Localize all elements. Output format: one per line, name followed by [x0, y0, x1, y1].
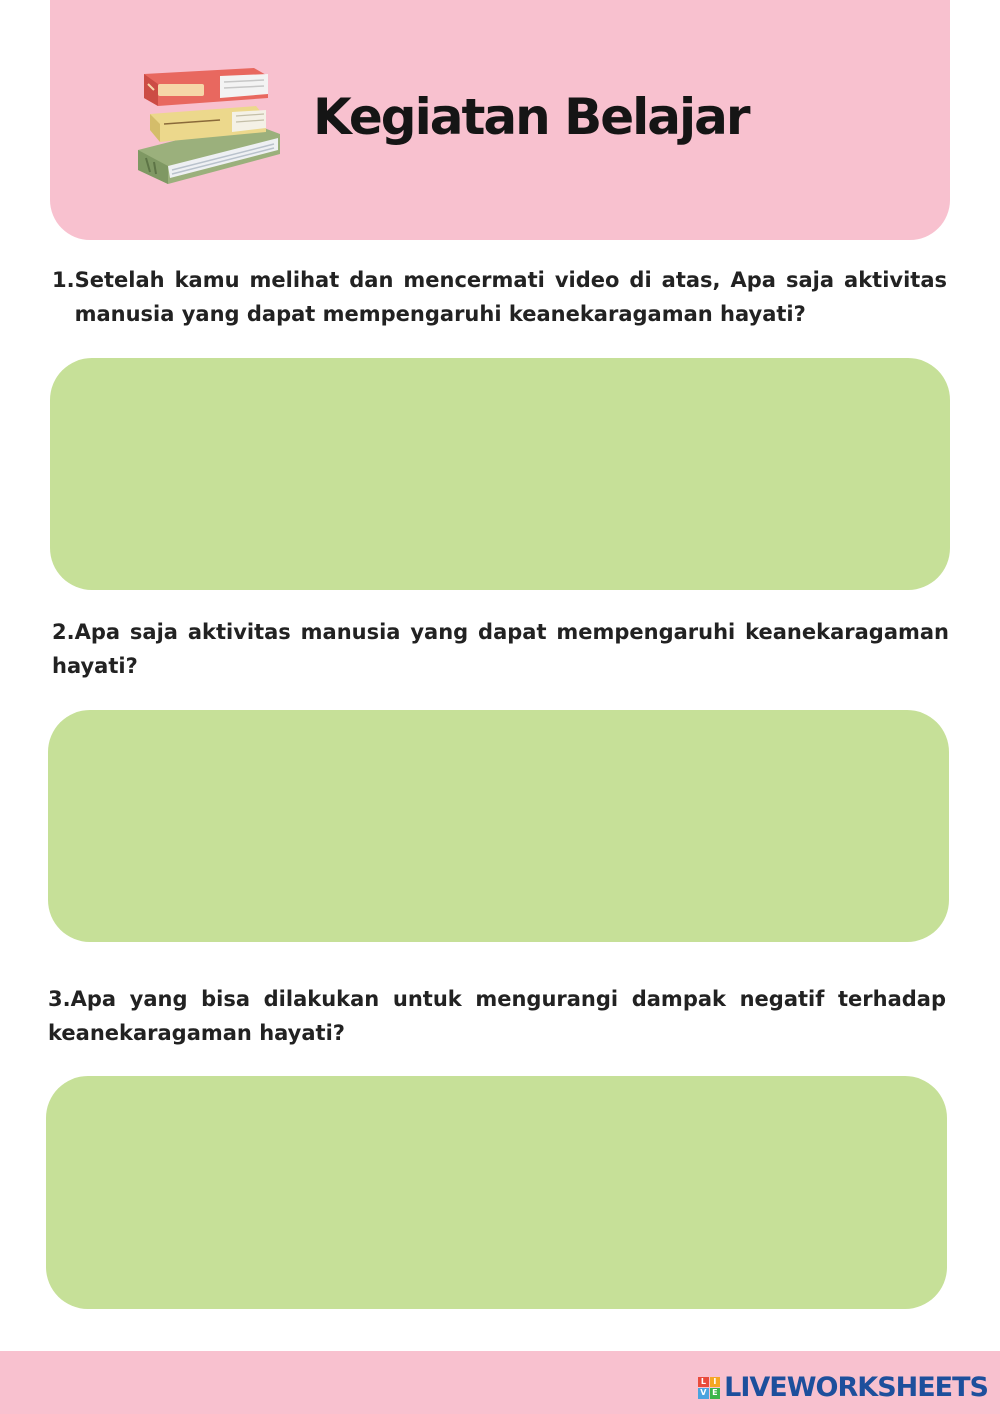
- question-1: [52, 263, 947, 331]
- brand-name: LIVEWORKSHEETS: [724, 1372, 988, 1403]
- answer-box-2[interactable]: [48, 710, 949, 942]
- question-3: [48, 982, 946, 1050]
- liveworksheets-logo-icon: [698, 1377, 720, 1399]
- page-title: Kegiatan Belajar: [313, 88, 749, 146]
- question-3-text: Apa yang bisa dilakukan untuk mengurangi dampak negatif terhadap keanekaragaman hayati?: [48, 987, 946, 1045]
- question-1-text: Setelah kamu melihat dan mencermati video di atas, Apa saja aktivitas manusia yang dapat mempengaruhi keanekaragaman hayati?: [74, 268, 947, 326]
- stacked-books-icon: [128, 62, 288, 187]
- logo-letter-l: L: [698, 1377, 709, 1388]
- question-2: [52, 615, 949, 683]
- answer-box-3[interactable]: [46, 1076, 947, 1309]
- red-book: [144, 68, 268, 106]
- question-2-text: Apa saja aktivitas manusia yang dapat mempengaruhi keanekaragaman hayati?: [52, 620, 949, 678]
- brand-link[interactable]: [698, 1372, 988, 1403]
- question-1-number: 1.: [52, 268, 75, 292]
- question-2-number: 2.: [52, 620, 75, 644]
- answer-box-1[interactable]: [50, 358, 950, 590]
- logo-letter-e: E: [710, 1388, 721, 1399]
- logo-letter-i: I: [710, 1377, 721, 1388]
- logo-letter-v: V: [698, 1388, 709, 1399]
- question-3-number: 3.: [48, 987, 71, 1011]
